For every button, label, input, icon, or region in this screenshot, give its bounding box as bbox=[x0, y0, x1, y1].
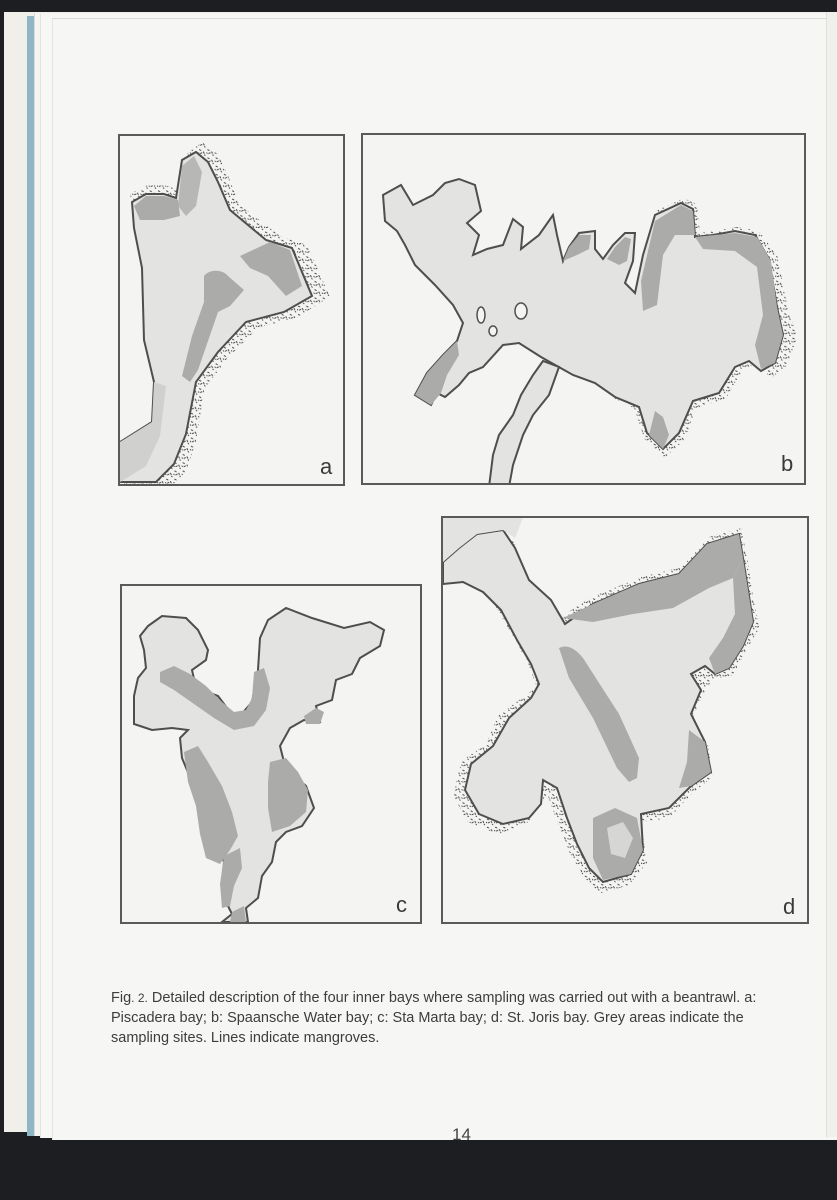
page-number: 14 bbox=[452, 1125, 471, 1144]
map-panel-b bbox=[361, 133, 806, 485]
map-panel-c bbox=[120, 584, 422, 924]
figure-caption-text: Detailed description of the four inner bays where sampling was carried out with a beantrawl. a: Piscadera bay; b: Spaansche Water bay; c: Sta Marta bay; d: St. Joris bay. Grey areas indicate the sampling sites. Lines indicate mangroves. bbox=[111, 990, 757, 1046]
page-stack-blue-edge bbox=[27, 16, 34, 1136]
panel-label-d: d bbox=[783, 894, 796, 919]
figure-label-number: . 2. bbox=[131, 991, 148, 1005]
st-joris-bay-map bbox=[443, 518, 809, 924]
panel-label-b: b bbox=[781, 451, 794, 476]
figure-caption bbox=[111, 988, 771, 1048]
map-panel-a bbox=[118, 134, 345, 486]
spaansche-water-bay-map bbox=[363, 135, 806, 485]
figure-label-prefix: Fig bbox=[111, 990, 132, 1006]
panel-label-a: a bbox=[320, 454, 333, 479]
piscadera-bay-map bbox=[120, 136, 345, 486]
sta-marta-bay-map bbox=[122, 586, 422, 924]
panel-label-c: c bbox=[396, 892, 407, 917]
map-panel-d bbox=[441, 516, 809, 924]
page-right-edge bbox=[826, 12, 837, 1137]
